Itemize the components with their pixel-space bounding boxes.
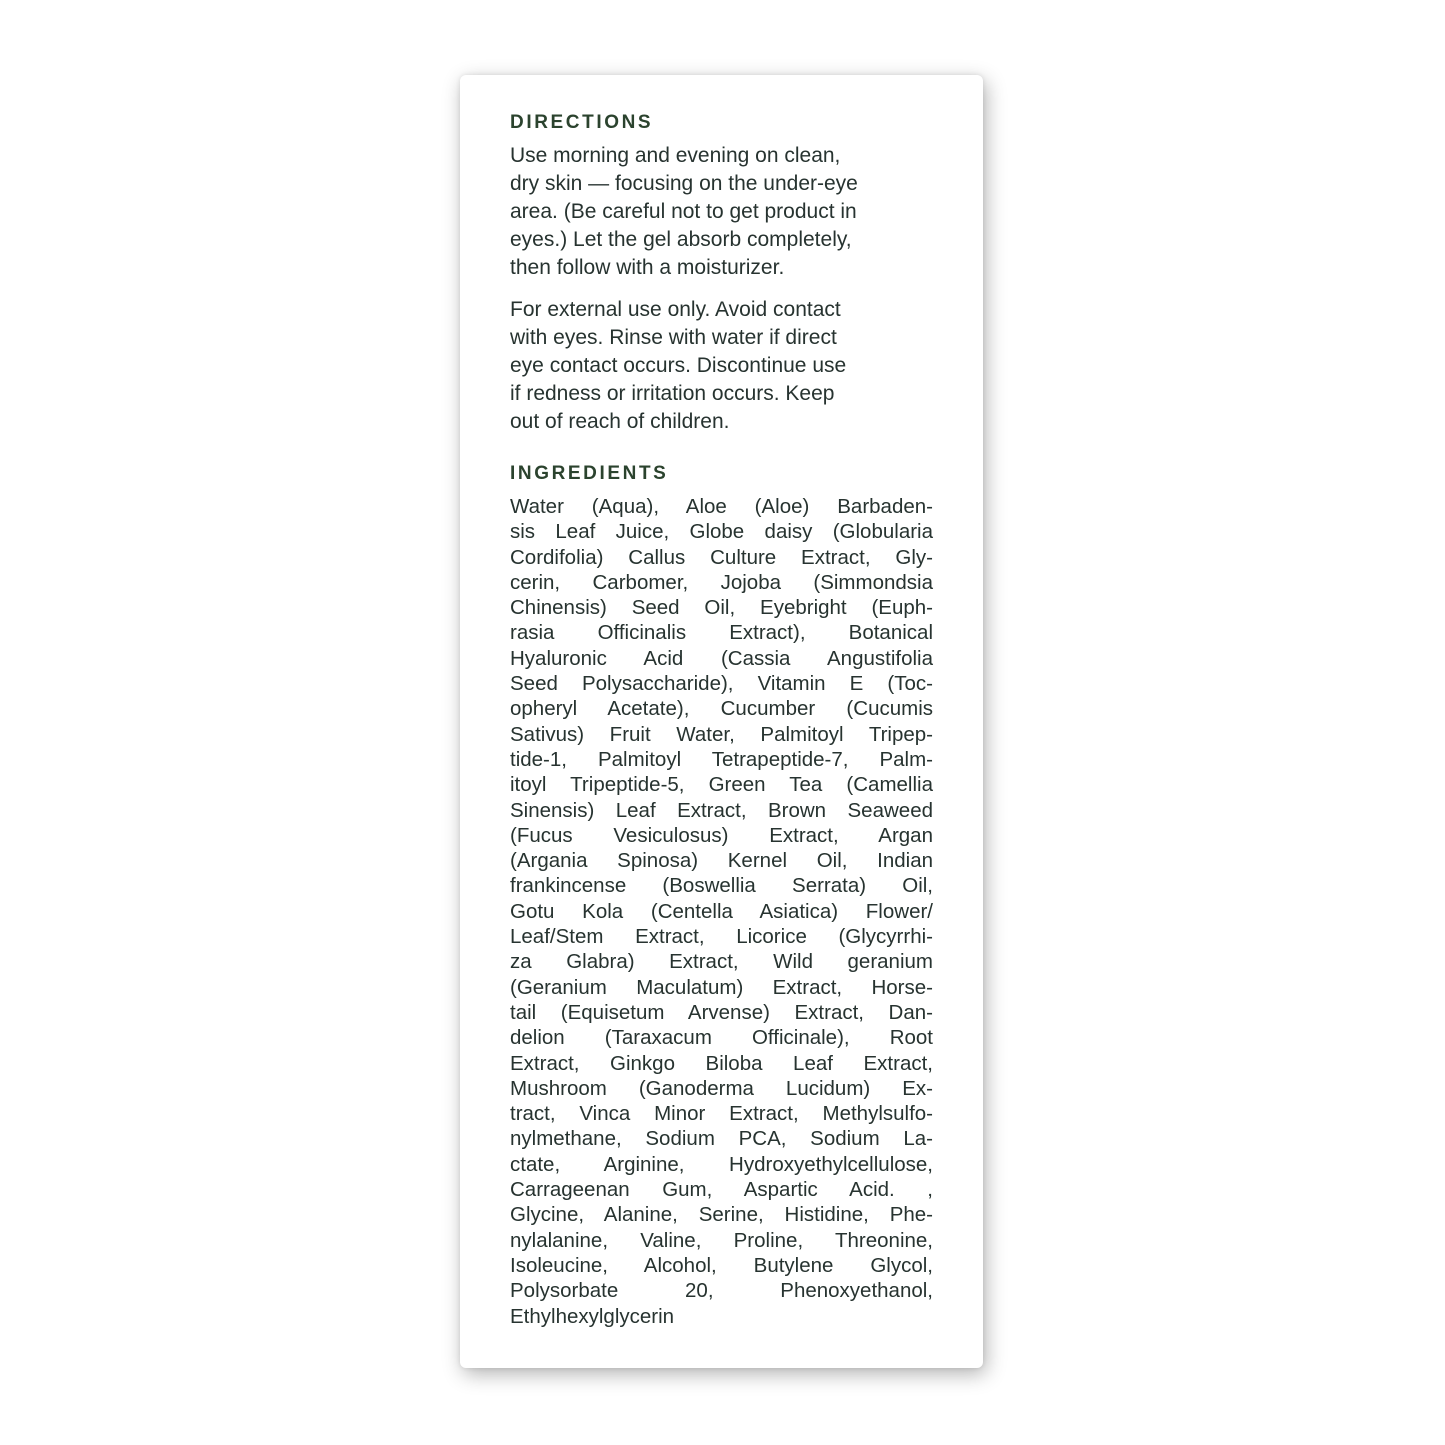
ingredients-text-line: Glycine, Alanine, Serine, Histidine, Phe- — [510, 1203, 933, 1227]
ingredients-text-line: Sativus) Fruit Water, Palmitoyl Tripep- — [510, 722, 933, 746]
ingredients-text-line: Chinensis) Seed Oil, Eyebright (Euph- — [510, 596, 933, 620]
ingredients-text-line: tide-1, Palmitoyl Tetrapeptide-7, Palm- — [510, 747, 933, 771]
ingredients-text-line: delion (Taraxacum Officinale), Root — [510, 1026, 933, 1050]
directions-text-line: area. (Be careful not to get product in — [510, 200, 857, 223]
ingredients-text-line: sis Leaf Juice, Globe daisy (Globularia — [510, 520, 933, 544]
ingredients-text-line: Ethylhexylglycerin — [510, 1304, 675, 1328]
directions-text-line: For external use only. Avoid contact — [510, 298, 841, 321]
ingredients-text-line: Cordifolia) Callus Culture Extract, Gly- — [510, 545, 933, 569]
ingredients-text-line: Mushroom (Ganoderma Lucidum) Ex- — [510, 1076, 933, 1100]
ingredients-text-line: Isoleucine, Alcohol, Butylene Glycol, — [510, 1253, 933, 1277]
ingredients-text-line: Seed Polysaccharide), Vitamin E (Toc- — [510, 672, 933, 696]
ingredients-text-line: frankincense (Boswellia Serrata) Oil, — [510, 874, 933, 898]
ingredients-text-line: Sinensis) Leaf Extract, Brown Seaweed — [510, 798, 933, 822]
ingredients-text-line: tract, Vinca Minor Extract, Methylsulfo- — [510, 1102, 933, 1126]
directions-text-line: out of reach of children. — [510, 410, 730, 433]
directions-text-line: then follow with a moisturizer. — [510, 256, 785, 279]
ingredients-text-line: tail (Equisetum Arvense) Extract, Dan- — [510, 1000, 933, 1024]
section-ingredients — [510, 462, 933, 1329]
directions-paragraph — [510, 296, 933, 436]
directions-paragraph — [510, 142, 933, 282]
ingredients-text-line: ctate, Arginine, Hydroxyethylcellulose, — [510, 1152, 933, 1176]
ingredients-text-line: Hyaluronic Acid (Cassia Angustifolia — [510, 646, 933, 670]
ingredients-text-line: (Geranium Maculatum) Extract, Horse- — [510, 975, 933, 999]
label-sections — [510, 111, 933, 1329]
ingredients-paragraph — [510, 494, 933, 1329]
directions-text-line: dry skin — focusing on the under-eye — [510, 172, 858, 195]
ingredients-text-line: Carrageenan Gum, Aspartic Acid. , — [510, 1178, 933, 1202]
section-heading-directions: DIRECTIONS — [510, 112, 654, 133]
section-directions — [510, 111, 933, 436]
product-label-panel — [460, 75, 983, 1368]
ingredients-text-line: Polysorbate 20, Phenoxyethanol, — [510, 1279, 933, 1303]
section-heading-ingredients: INGREDIENTS — [510, 463, 669, 484]
ingredients-text-line: cerin, Carbomer, Jojoba (Simmondsia — [510, 570, 933, 594]
ingredients-text-line: (Fucus Vesiculosus) Extract, Argan — [510, 823, 933, 847]
ingredients-text-line: za Glabra) Extract, Wild geranium — [510, 950, 933, 974]
ingredients-text-line: Leaf/Stem Extract, Licorice (Glycyrrhi- — [510, 925, 933, 949]
ingredients-text-line: (Argania Spinosa) Kernel Oil, Indian — [510, 849, 933, 873]
ingredients-text-line: nylalanine, Valine, Proline, Threonine, — [510, 1228, 933, 1252]
ingredients-text-line: opheryl Acetate), Cucumber (Cucumis — [510, 697, 933, 721]
ingredients-text-line: Water (Aqua), Aloe (Aloe) Barbaden- — [510, 495, 933, 518]
directions-text-line: eyes.) Let the gel absorb completely, — [510, 228, 852, 251]
directions-text-line: eye contact occurs. Discontinue use — [510, 354, 847, 377]
ingredients-text-line: rasia Officinalis Extract), Botanical — [510, 621, 933, 645]
ingredients-text-line: itoyl Tripeptide-5, Green Tea (Camellia — [510, 773, 933, 797]
ingredients-text-line: Extract, Ginkgo Biloba Leaf Extract, — [510, 1051, 933, 1075]
ingredients-text-line: nylmethane, Sodium PCA, Sodium La- — [510, 1127, 933, 1151]
directions-text-line: with eyes. Rinse with water if direct — [510, 326, 837, 349]
directions-text-line: if redness or irritation occurs. Keep — [510, 382, 835, 405]
directions-text-line: Use morning and evening on clean, — [510, 144, 841, 167]
ingredients-text-line: Gotu Kola (Centella Asiatica) Flower/ — [510, 899, 933, 923]
